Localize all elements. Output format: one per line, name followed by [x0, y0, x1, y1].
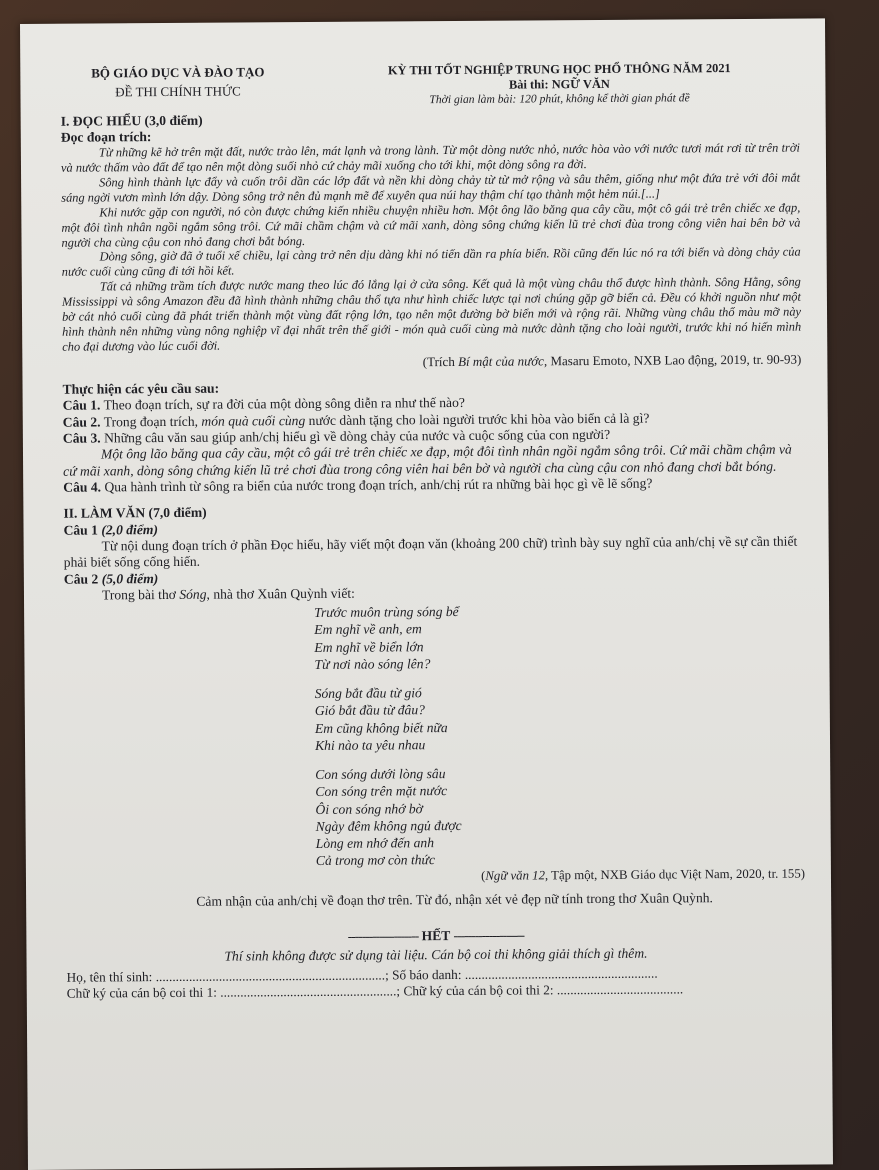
poem-line: Em nghĩ về anh, em	[314, 621, 422, 638]
end-dash-left: --------------------	[347, 928, 419, 945]
c2-label: Câu 2	[63, 571, 102, 587]
header-right	[299, 61, 799, 108]
passage-paragraph: Dòng sông, giờ đã ở tuổi xế chiều, lại càng trở nên dịu dàng khi nó tiến dần ra phía biển. Rồi cũng đến lúc nó ra tới biển và dòng chảy của nước cuối cùng cũng đi tới hồi kết.	[61, 244, 801, 279]
c2-points: (5,0 điểm)	[101, 570, 159, 587]
c2-text-a: Trong bài thơ	[101, 586, 180, 603]
exam-header	[60, 61, 799, 110]
poem-line: Ngày đêm không ngủ được	[315, 817, 462, 834]
essay2-task: Cảm nhận của anh/chị về đoạn thơ trên. Từ đó, nhận xét vẻ đẹp nữ tính trong thơ Xuân Quỳnh.	[196, 890, 713, 909]
header-left	[60, 64, 295, 109]
q3-text: Những câu văn sau giúp anh/chị hiểu gì về dòng chảy của nước và cuộc sống của con người?	[100, 426, 611, 446]
candidate-number-label: ; Số báo danh:	[384, 966, 465, 983]
source-book: Bí mật của nước	[457, 352, 544, 369]
c2-text-b: , nhà thơ Xuân Quỳnh viết:	[206, 585, 355, 602]
proctor1-signature-field[interactable]: .....................................................	[220, 983, 397, 1000]
exam-paper	[20, 18, 833, 1170]
ministry-name: BỘ GIÁO DỤC VÀ ĐÀO TẠO	[91, 64, 265, 81]
passage-paragraph: Tất cả những trầm tích được nước mang theo lúc đó lắng lại ở cửa sông. Kết quả là một vùng châu thổ được hình thành. Sông Hằng, sông Mississippi và sông Amazon đều đã hình thành những châu thổ tựa như hình chiếc lược tại nơi chúng gặp gỡ biển cả. Đều có khởi nguồn như một bờ cát nhỏ cuối cùng đã phát triển thành một vùng đất rộng lớn, tạo nên một đường bờ biển mới và rộng rãi. Những vùng châu thổ màu mỡ này hình thành nên những vùng nông nghiệp vĩ đại nhất trên thế giới - món quà cuối cùng mà nước dành tặng cho loài người, trước khi nó hiến mình cho đại dương vào lúc cuối đời.	[61, 274, 802, 354]
proctor1-label: Chữ ký của cán bộ coi thi 1:	[66, 984, 221, 1001]
end-dash-right: --------------------	[453, 927, 525, 944]
reading-tasks	[62, 377, 802, 496]
poem-line: Ôi con sóng nhớ bờ	[315, 800, 423, 817]
candidate-number-field[interactable]: ..........................................................	[464, 965, 658, 982]
c1-points: (2,0 điểm)	[101, 521, 159, 538]
poem-line: Từ nơi nào sóng lên?	[314, 656, 431, 672]
passage-paragraph: Sông hình thành lực đẩy và cuốn trôi dần các lớp đất và nền khi dòng chảy từ từ mở rộng và sâu thêm, giống như một đứa trẻ với đôi mắt sáng ngời vươn mình lớn dậy. Dòng sông trở nên đủ mạnh mẽ để xuyên qua núi hay thậm chí tạo thành một hẻm núi.[...]	[61, 170, 801, 205]
exam-subject: Bài thi: NGỮ VĂN	[508, 76, 610, 92]
exam-time: Thời gian làm bài: 120 phút, không kể thời gian phát đề	[429, 91, 690, 106]
q2-italic: món quà cuối cùng	[201, 412, 306, 429]
q2-label: Câu 2.	[62, 414, 101, 430]
q3-label: Câu 3.	[62, 430, 101, 446]
q3-quote: Một ông lão băng qua cây cầu, một cô gái trẻ trên chiếc xe đạp, một đôi tình nhân ngồi ngắm sông trôi. Cứ mãi chầm chậm và cứ mãi xanh, dòng sông chứng kiến lũ trẻ chơi đùa trong công viên hai bên bờ và người cha cùng cậu con nhỏ đang chơi bắt bóng.	[63, 441, 792, 479]
q4-label: Câu 4.	[63, 479, 102, 495]
exam-note: Thí sinh không được sử dụng tài liệu. Cán bộ coi thi không giải thích gì thêm.	[224, 945, 648, 964]
poem-source-book: Ngữ văn 12	[485, 868, 546, 883]
poem-source-a: (	[481, 868, 486, 883]
q2-text-a: Trong đoạn trích,	[100, 413, 202, 430]
poem-line: Gió bắt đầu từ đâu?	[314, 702, 425, 719]
q2-text-b: nước dành tặng cho loài người trước khi hòa vào biển cả là gì?	[305, 410, 650, 428]
passage-paragraph: Khi nước gặp con người, nó còn được chứng kiến nhiều chuyện nhiều hơn. Một ông lão băng qua cây cầu, một cô gái trẻ trên chiếc xe đạp, một đôi tình nhân ngồi ngắm sông trôi. Cứ mãi chầm chậm và cứ mãi xanh, dòng sông chứng kiến lũ trẻ chơi đùa trong công viên hai bên bờ và người cha cùng cậu con nhỏ đang chơi bắt bóng.	[61, 200, 801, 250]
passage-paragraph: Từ những kẽ hở trên mặt đất, nước trào lên, mát lạnh và trong lành. Từ một dòng nước nhỏ, nước hòa vào với nước tươi mát rơi từ trên trời và nước thấm vào đất để tạo nên một dòng suối nhỏ cứ chảy mãi xuống cho tới khi, một dòng sông ra đời.	[60, 140, 800, 175]
proctor2-signature-field[interactable]: ......................................	[556, 981, 684, 998]
c1-label: Câu 1	[63, 522, 102, 538]
poem-line: Em cũng không biết nữa	[314, 719, 448, 736]
reading-passage	[61, 141, 801, 354]
poem-line: Lòng em nhớ đến anh	[315, 835, 435, 852]
part2-title: II. LÀM VĂN (7,0 điểm)	[63, 505, 207, 522]
poem-source-b: , Tập một, NXB Giáo dục Việt Nam, 2020, tr. 155)	[544, 866, 805, 883]
poem-line: Trước muôn trùng sóng bể	[314, 604, 459, 621]
source-prefix: (Trích	[422, 353, 459, 369]
proctor2-label: ; Chữ ký của cán bộ coi thi 2:	[396, 982, 557, 999]
source-suffix: , Masaru Emoto, NXB Lao động, 2019, tr. 90-93)	[543, 351, 802, 368]
part1-title: I. ĐỌC HIỂU (3,0 điểm)	[60, 112, 203, 129]
poem-line: Khi nào ta yêu nhau	[314, 737, 426, 753]
end-text: HẾT	[421, 928, 451, 944]
poem-stanza	[315, 682, 804, 754]
q1-label: Câu 1.	[62, 397, 101, 414]
q4-text: Qua hành trình từ sông ra biển của nước trong đoạn trích, anh/chị rút ra những bài học gì về lẽ sống?	[100, 475, 653, 495]
signature-block	[67, 965, 806, 1002]
exam-title: KỲ THI TỐT NGHIỆP TRUNG HỌC PHỔ THÔNG NĂM 2021	[387, 61, 731, 78]
poem-line: Con sóng trên mặt nước	[315, 783, 448, 800]
poem-stanza	[315, 763, 805, 870]
poem-line: Em nghĩ về biển lớn	[314, 638, 424, 655]
tasks-title: Thực hiện các yêu cầu sau:	[62, 380, 220, 397]
poem-line: Cả trong mơ còn thức	[315, 852, 436, 869]
official-label: ĐỀ THI CHÍNH THỨC	[115, 83, 241, 99]
read-label: Đọc đoạn trích:	[60, 129, 152, 145]
c2-poem-title: Sóng	[179, 586, 207, 602]
candidate-name-field[interactable]: .....................................................................	[155, 967, 386, 985]
essay1-text: Từ nội dung đoạn trích ở phần Đọc hiểu, hãy viết một đoạn văn (khoảng 200 chữ) trình bày suy nghĩ của anh/chị về sự cần thiết phải biết sống cống hiến.	[63, 533, 798, 570]
poem	[64, 601, 805, 872]
passage-source	[62, 351, 801, 372]
candidate-name-label: Họ, tên thí sinh:	[66, 969, 156, 985]
q1-text: Theo đoạn trích, sự ra đời của một dòng sông diễn ra như thế nào?	[100, 395, 465, 413]
poem-line: Sóng bắt đầu từ gió	[314, 685, 422, 702]
poem-stanza	[314, 601, 803, 673]
poem-line: Con sóng dưới lòng sâu	[315, 766, 446, 783]
